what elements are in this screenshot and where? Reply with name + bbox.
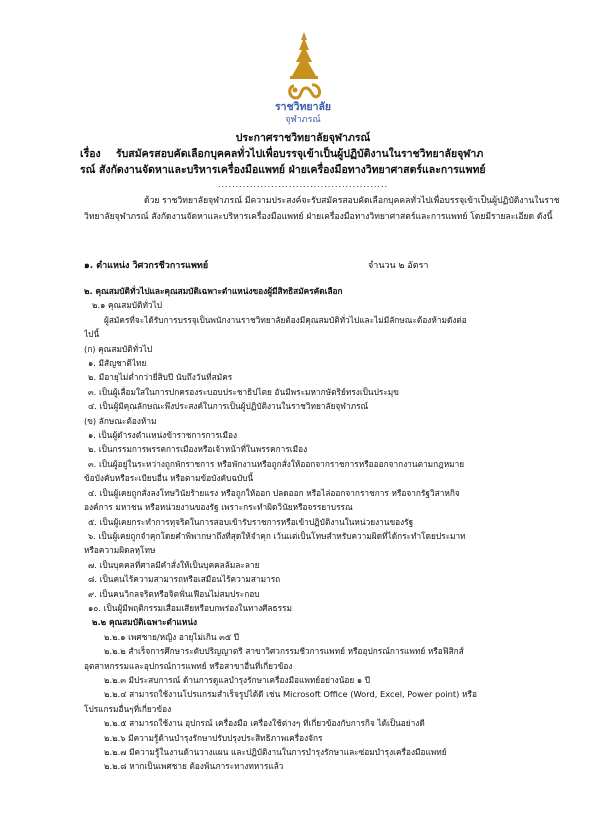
document-line: อุตสาหกรรมและอุปกรณ์การแพทย์ หรือสาขาอื่นที่เกี่ยวข้อง <box>84 660 293 671</box>
subject-label: เรื่อง <box>80 148 101 160</box>
document-line: ๒. เป็นกรรมการพรรคการเมืองหรือเจ้าหน้าที่ในพรรคการเมือง <box>88 444 308 455</box>
document-line: (ก) คุณสมบัติทั่วไป <box>84 343 153 354</box>
document-line: ผู้สมัครที่จะได้รับการบรรจุเป็นพนักงานราชวิทยาลัยต้องมีคุณสมบัติทั่วไปและไม่มีลักษณะต้องห้ามดังต่อ <box>104 314 467 325</box>
document-line: หรือความผิดลหุโทษ <box>84 545 156 556</box>
document-line: ๑. มีสัญชาติไทย <box>88 358 147 369</box>
document-line: ๒.๒.๕ สามารถใช้งาน อุปกรณ์ เครื่องมือ เครื่องใช้ต่างๆ ที่เกี่ยวข้องกับการกิจ ได้เป็นอย่างดี <box>104 718 425 729</box>
document-line: ๙. เป็นคนวิกลจริตหรือจิตฟั่นเฟือนไม่สมประกอบ <box>88 588 260 599</box>
subject-block <box>80 146 550 178</box>
document-line: (ข) ลักษณะต้องห้าม <box>84 415 157 426</box>
subject-line-1: รับสมัครสอบคัดเลือกบุคคลทั่วไปเพื่อบรรจุเข้าเป็นผู้ปฏิบัติงานในราชวิทยาลัยจุฬาภ <box>116 148 484 160</box>
document-line: ๔. เป็นผู้มีคุณลักษณะพึงประสงค์ในการเป็นผู้ปฏิบัติงานในราชวิทยาลัยจุฬาภรณ์ <box>88 401 369 412</box>
document-line: ๓. เป็นผู้เลื่อมใสในการปกครองระบอบประชาธิปไตย อันมีพระมหากษัตริย์ทรงเป็นประมุข <box>88 386 399 397</box>
institution-name: ราชวิทยาลัย <box>274 101 332 113</box>
document-line: ๒.๒.๑ เพศชาย/หญิง อายุไม่เกิน ๓๕ ปี <box>104 631 240 642</box>
document-line: ไปนี้ <box>84 329 100 340</box>
intro-paragraph: ด้วย ราชวิทยาลัยจุฬาภรณ์ มีความประสงค์จะรับสมัครสอบคัดเลือกบุคคลทั่วไปเพื่อบรรจุเข้าเป็นผู้ปฏิบัติงานในราชวิทยาลัยจุฬาภรณ์ สังกัดงานจัดหาและบริหารเครื่องมือแพทย์ ฝ่ายเครื่องมือทางวิทยาศาสตร์และการแพทย์ โดยมีรายละเอียด ดังนี้ <box>84 196 560 222</box>
position-count: จำนวน ๒ อัตรา <box>368 261 429 271</box>
qualifications-section <box>84 284 564 774</box>
document-line: ๒. คุณสมบัติทั่วไปและคุณสมบัติเฉพาะตำแหน่งของผู้มีสิทธิสมัครคัดเลือก <box>84 286 343 296</box>
document-line: ๑. เป็นผู้ดำรงตำแหน่งข้าราชการการเมือง <box>88 430 238 441</box>
document-line: ๖. เป็นผู้เคยถูกจำคุกโดยคำพิพากษาถึงที่สุดให้จำคุก เว้นแต่เป็นโทษสำหรับความผิดที่ได้กระทำโดยประมาท <box>88 530 466 541</box>
document-line: องค์การ มหาชน หรือหน่วยงานของรัฐ เพราะกระทำผิดวินัยหรือจรรยาบรรณ <box>84 502 353 513</box>
announcement-title: ประกาศราชวิทยาลัยจุฬาภรณ์ <box>235 132 371 144</box>
institution-subname: จุฬาภรณ์ <box>285 115 321 125</box>
separator: ................................................ <box>217 180 389 189</box>
document-line: ข้อบังคับหรือระเบียบอื่น หรือตามข้อบังคับฉบับนี้ <box>84 473 254 484</box>
document-line: ๑๐. เป็นผู้มีพฤติกรรมเสื่อมเสียหรือบกพร่องในทางศีลธรรม <box>88 602 292 613</box>
document-line: ๒.๒.๓ มีประสบการณ์ ด้านการดูแลบำรุงรักษาเครื่องมือแพทย์อย่างน้อย ๑ ปี <box>104 674 371 685</box>
document-line: ๒.๒.๖ มีความรู้ด้านบำรุงรักษาปรับปรุงประสิทธิภาพเครื่องจักร <box>104 732 323 743</box>
document-line: ๓. เป็นผู้อยู่ในระหว่างถูกพักราชการ หรือพักงานหรือถูกสั่งให้ออกจากราชการหรือออกจากงานตามกฎหมาย <box>88 458 465 469</box>
document-line: ๒.๒.๔ สามารถใช้งานโปรแกรมสำเร็จรูปได้ดี เช่น Microsoft Office (Word, Excel, Power point) หรือ <box>104 689 477 700</box>
document-line: ๒.๒.๒ สำเร็จการศึกษาระดับปริญญาตรี สาขาวิศวกรรมชีวการแพทย์ หรืออุปกรณ์การแพทย์ หรือฟิสิกส์ <box>104 646 464 657</box>
document-line: โปรแกรมอื่นๆที่เกี่ยวข้อง <box>84 703 172 714</box>
document-line: ๔. เป็นผู้เคยถูกสั่งลงโทษวินัยร้ายแรง หรือถูกให้ออก ปลดออก หรือไล่ออกจากราชการ หรือจากรัฐวิสาหกิจ <box>88 487 460 498</box>
document-line: ๘. เป็นคนไร้ความสามารถหรือเสมือนไร้ความสามารถ <box>88 574 281 585</box>
position-title: ๑. ตำแหน่ง วิศวกรชีวการแพทย์ <box>84 261 209 271</box>
document-line: ๗. เป็นบุคคลที่ศาลมีคำสั่งให้เป็นบุคคลล้มละลาย <box>88 559 260 570</box>
document-line: ๕. เป็นผู้เคยกระทำการทุจริตในการสอบเข้ารับราชการหรือเข้าปฏิบัติงานในหน่วยงานของรัฐ <box>88 516 414 527</box>
document-line: ๒.๒ คุณสมบัติเฉพาะตำแหน่ง <box>92 617 198 628</box>
document-line: ๒.๒.๘ หากเป็นเพศชาย ต้องพ้นภาระทางทหารแล้ว <box>104 761 284 772</box>
document-line: ๒.๒.๗ มีความรู้ในงานด้านวางแผน และปฏิบัติงานในการบำรุงรักษาและซ่อมบำรุงเครื่องมือแพทย์ <box>104 747 447 757</box>
subject-line-2: รณ์ สังกัดงานจัดหาและบริหารเครื่องมือแพทย์ ฝ่ายเครื่องมือทางวิทยาศาสตร์และการแพทย์ <box>80 164 486 176</box>
document-line: ๒. มีอายุไม่ต่ำกว่ายี่สิบปี นับถึงวันที่สมัคร <box>88 372 233 383</box>
document-line: ๒.๑ คุณสมบัติทั่วไป <box>92 300 163 311</box>
